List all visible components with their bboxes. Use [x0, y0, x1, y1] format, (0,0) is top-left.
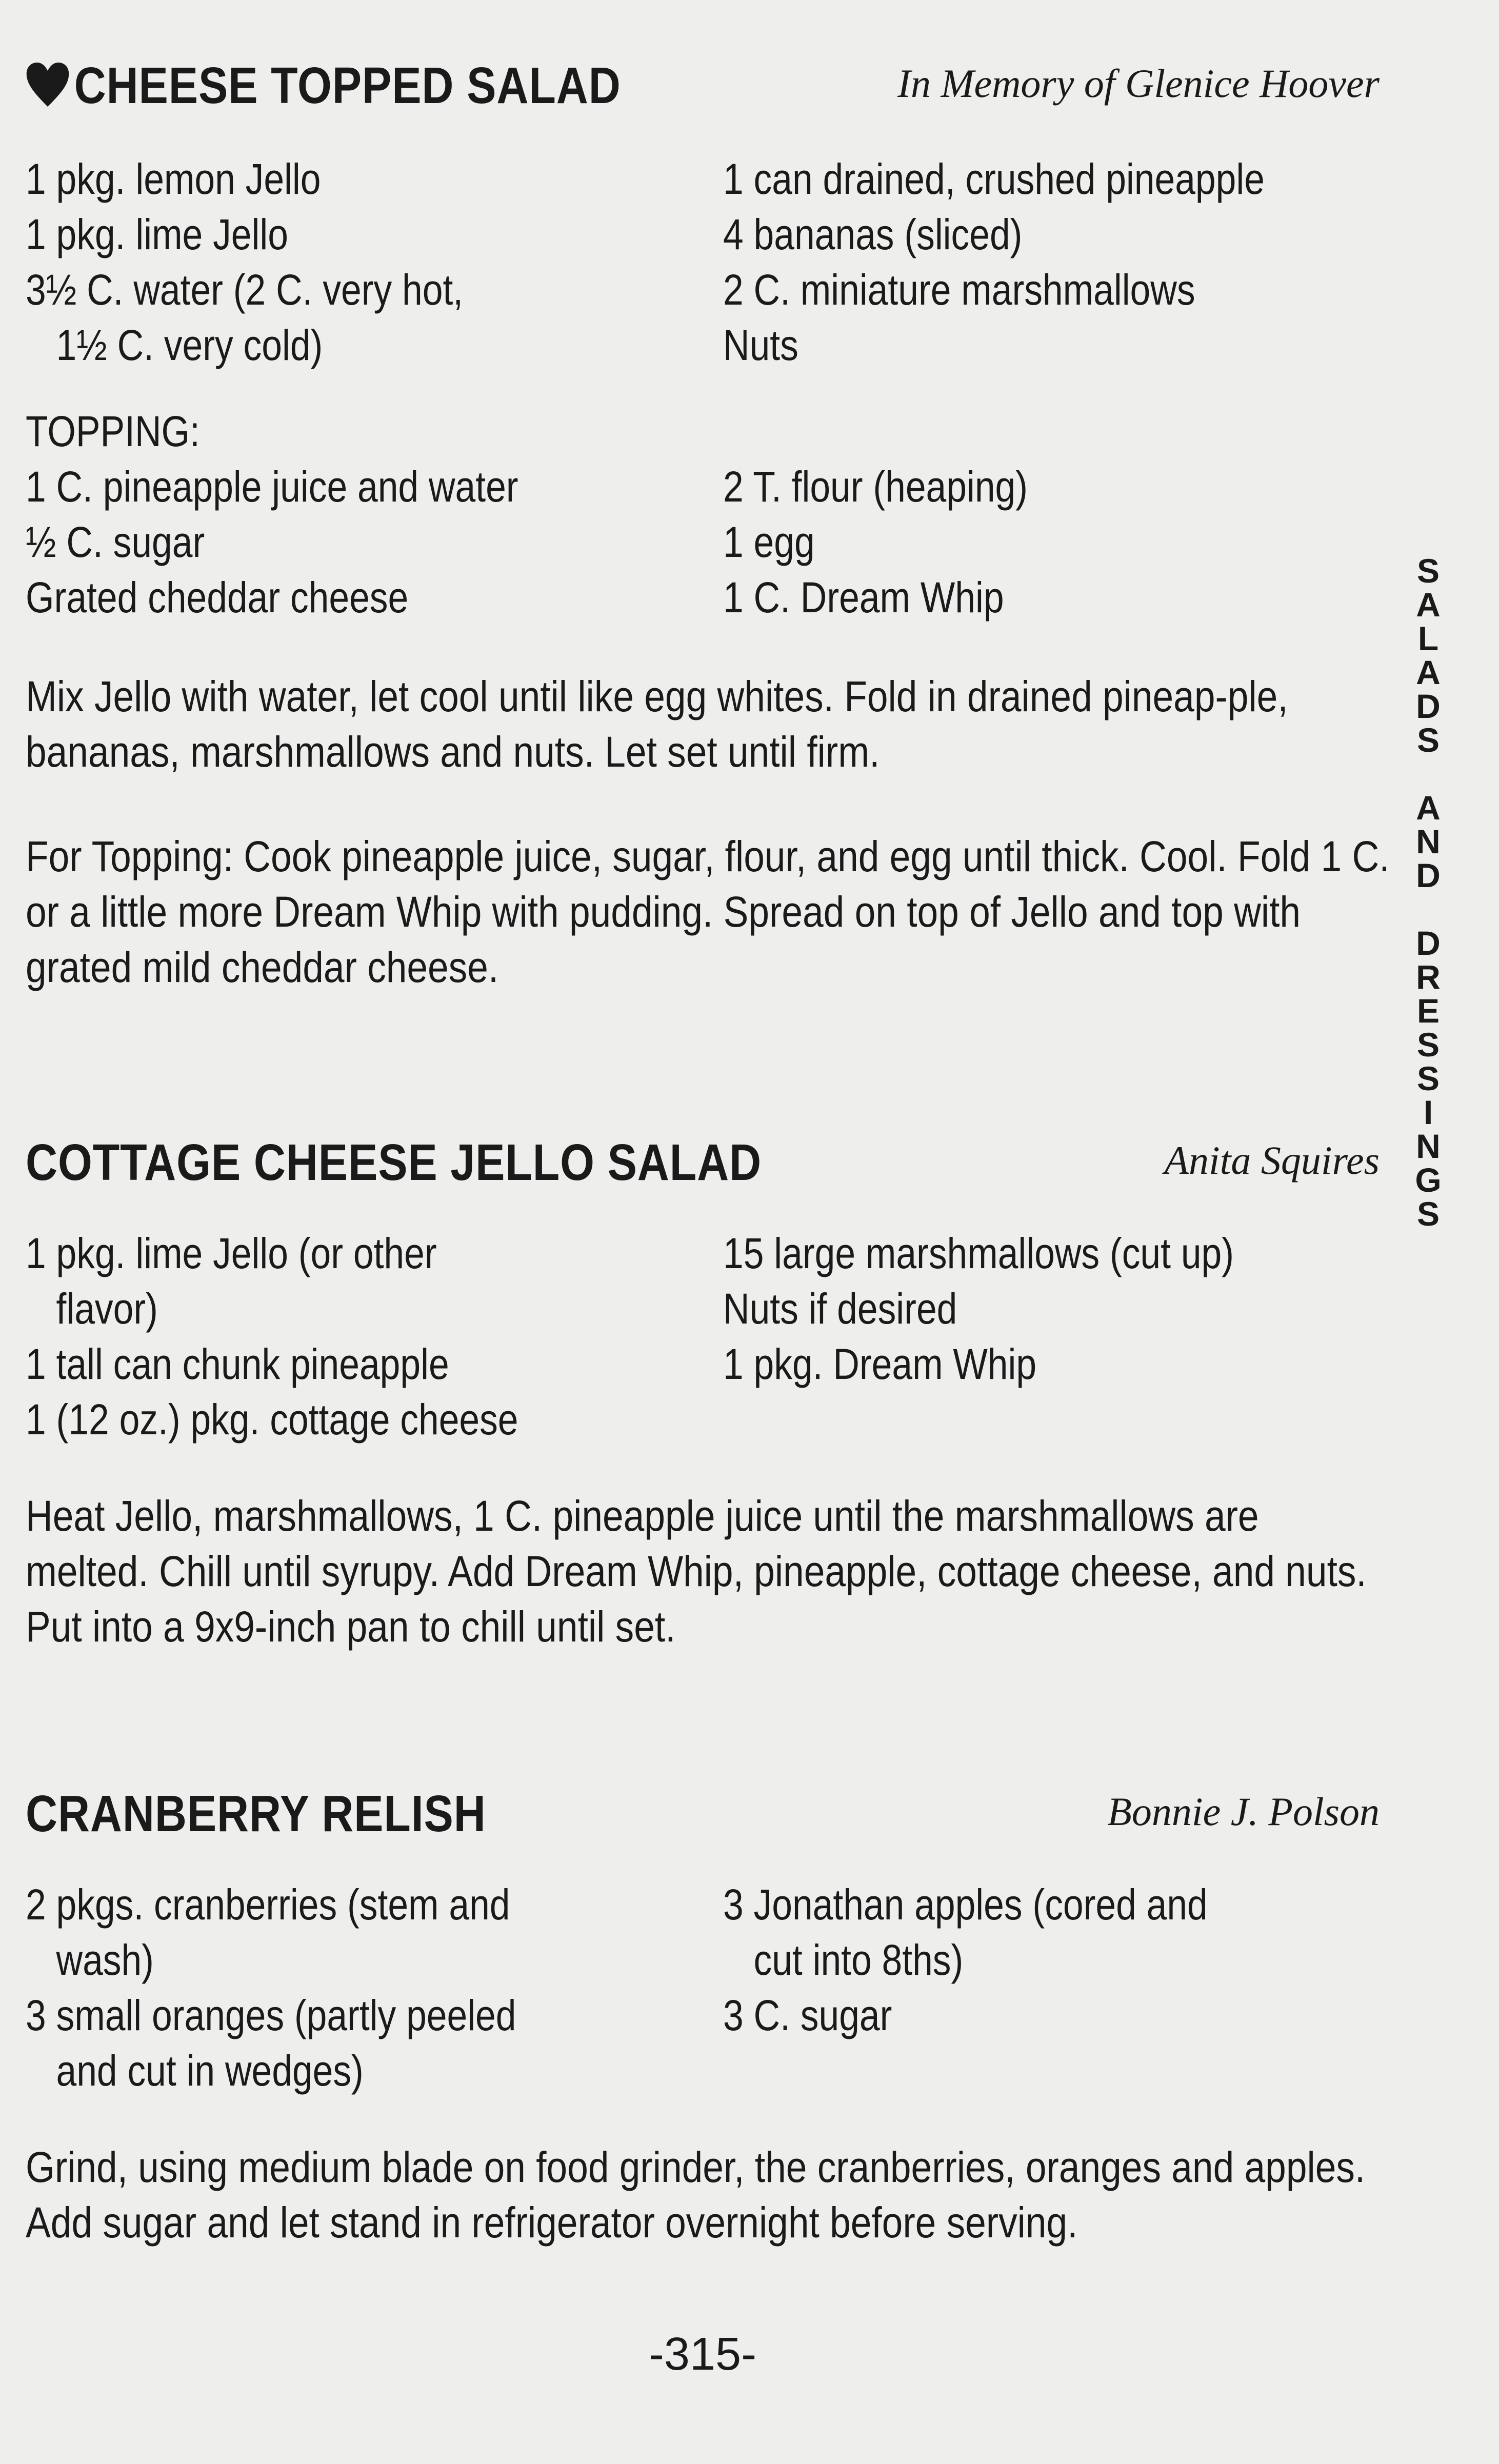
sidebar-letter: S	[1416, 552, 1440, 590]
sidebar-letter: S	[1416, 1059, 1440, 1097]
ingredient: 1 egg	[723, 518, 815, 566]
recipe-author: Bonnie J. Polson	[1107, 1789, 1380, 1834]
ingredient: 4 bananas (sliced)	[723, 210, 1023, 258]
sidebar-letter: A	[1416, 586, 1441, 624]
section-sidebar-label	[1408, 554, 1449, 1231]
ingredient: Nuts	[723, 321, 798, 369]
recipe-title: COTTAGE CHEESE JELLO SALAD	[26, 1134, 762, 1191]
ingredient: 1 pkg. lime Jello (or other	[26, 1229, 437, 1277]
recipe-header	[26, 1133, 1380, 1200]
ingredient: 1 pkg. Dream Whip	[723, 1340, 1037, 1388]
recipe-author: Anita Squires	[1164, 1138, 1380, 1183]
ingredient: 3½ C. water (2 C. very hot,	[26, 266, 464, 314]
ingredient: 1 C. Dream Whip	[723, 573, 1004, 622]
ingredient: 3 Jonathan apples (cored and	[723, 1880, 1208, 1929]
recipe-header	[26, 56, 1380, 123]
sidebar-letter: N	[1416, 1127, 1441, 1165]
sidebar-letter: A	[1416, 653, 1441, 691]
ingredient: and cut in wedges)	[56, 2047, 364, 2095]
ingredient: 2 C. miniature marshmallows	[723, 266, 1195, 314]
directions-paragraph: For Topping: Cook pineapple juice, sugar, flour, and egg until thick. Cool. Fold 1 C. or a little more Dream Whip with pudding. Spread on top of Jello and top with grated mild cheddar cheese.	[26, 832, 1390, 991]
recipe-header	[26, 1785, 1380, 1851]
ingredients	[26, 151, 1380, 373]
recipe-author: In Memory of Glenice Hoover	[897, 61, 1380, 106]
recipe-cottage-cheese-jello-salad	[26, 1133, 1380, 1654]
ingredient: 1 (12 oz.) pkg. cottage cheese	[26, 1395, 518, 1444]
topping-section	[26, 404, 1380, 625]
sidebar-letter: E	[1416, 992, 1440, 1030]
ingredient: 3 C. sugar	[723, 1991, 892, 2039]
ingredient: 15 large marshmallows (cut up)	[723, 1229, 1234, 1277]
ingredient: wash)	[56, 1936, 154, 1984]
ingredients	[26, 1877, 1380, 2098]
ingredient: ½ C. sugar	[26, 518, 205, 566]
ingredient: 1 C. pineapple juice and water	[26, 463, 518, 511]
ingredient: Grated cheddar cheese	[26, 573, 409, 622]
sidebar-letter: S	[1416, 721, 1440, 759]
ingredient: 1 tall can chunk pineapple	[26, 1340, 449, 1388]
recipe-cheese-topped-salad	[26, 56, 1390, 995]
ingredient: 2 T. flour (heaping)	[723, 463, 1028, 511]
sidebar-letter: D	[1416, 924, 1441, 962]
ingredient: 1 can drained, crushed pineapple	[723, 155, 1265, 203]
ingredient: 3 small oranges (partly peeled	[26, 1991, 516, 2039]
ingredient: 2 pkgs. cranberries (stem and	[26, 1880, 510, 1929]
ingredient: 1½ C. very cold)	[56, 321, 323, 369]
ingredients	[26, 1226, 1380, 1447]
ingredient: 1 pkg. lemon Jello	[26, 155, 321, 203]
sidebar-letter: R	[1416, 958, 1441, 996]
directions-paragraph: Heat Jello, marshmallows, 1 C. pineapple juice until the marshmallows are melted. Chill until syrupy. Add Dream Whip, pineapple, cottage cheese, and nuts. Put into a 9x9-inch pan to chill until set.	[26, 1492, 1367, 1651]
sidebar-letter: I	[1423, 1093, 1433, 1131]
ingredient: Nuts if desired	[723, 1285, 957, 1333]
sidebar-letter: S	[1416, 1026, 1440, 1064]
sidebar-word-dressings	[1408, 926, 1449, 1231]
page-number: -315-	[648, 2329, 757, 2380]
sidebar-letter: G	[1415, 1161, 1442, 1199]
sidebar-letter: A	[1416, 789, 1441, 827]
sidebar-letter: D	[1416, 687, 1441, 725]
sidebar-letter: N	[1416, 823, 1441, 860]
recipe-title: CRANBERRY RELISH	[26, 1785, 486, 1842]
sidebar-letter: L	[1417, 619, 1439, 657]
sidebar-word-salads	[1408, 554, 1449, 757]
topping-label: TOPPING:	[26, 407, 200, 455]
sidebar-word-and	[1408, 791, 1449, 892]
directions-paragraph: Grind, using medium blade on food grinder, the cranberries, oranges and apples. Add sugar and let stand in refrigerator overnight before serving.	[26, 2143, 1366, 2247]
recipe-title: CHEESE TOPPED SALAD	[26, 56, 621, 120]
ingredient: 1 pkg. lime Jello	[26, 210, 288, 258]
ingredient: flavor)	[56, 1285, 158, 1333]
heart-icon	[26, 56, 74, 120]
recipe-cranberry-relish	[26, 1785, 1380, 2250]
directions-paragraph: Mix Jello with water, let cool until like egg whites. Fold in drained pineap-ple, bananas, marshmallows and nuts. Let set until firm.	[26, 672, 1288, 776]
ingredient: cut into 8ths)	[753, 1936, 964, 1984]
sidebar-letter: S	[1416, 1195, 1440, 1233]
sidebar-letter: D	[1416, 856, 1441, 894]
